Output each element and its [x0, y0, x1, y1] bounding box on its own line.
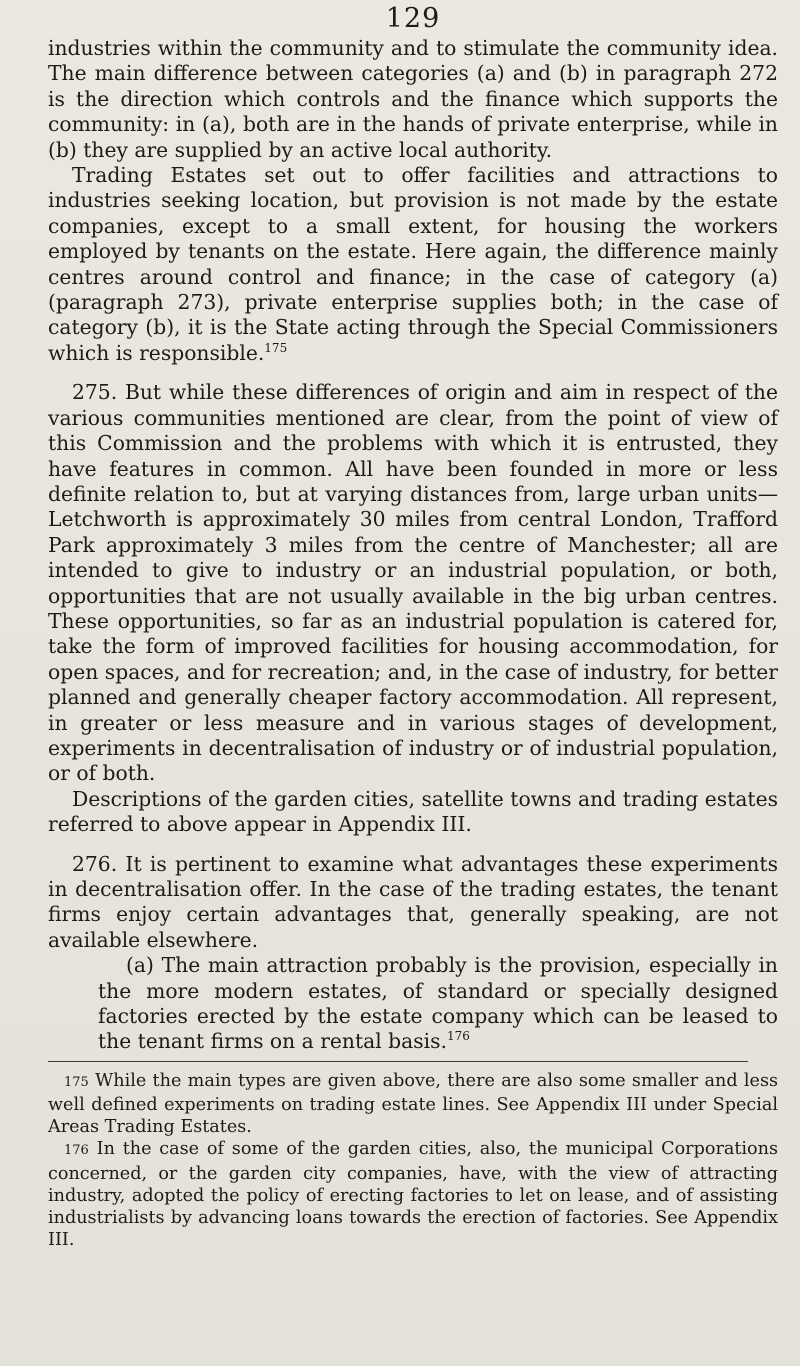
paragraph-trading-estates	[48, 163, 778, 366]
footnote-divider	[48, 1061, 748, 1062]
footnote-text: In the case of some of the garden cities, also, the municipal Corporations concerned, or the garden city companies, have, with the view of attracting industry, adopted the policy of erecting factories to let on lease, and of assisting industrialists by advancing loans towards the erection of factories. See Appendix III.	[48, 1139, 778, 1251]
footnote-number: 175	[64, 1074, 89, 1090]
paragraph-text: industries within the community and to stimulate the community idea. The main difference between categories (a) and (b) in paragraph 272 is the direction which controls and the finance which supports the community: in (a), both are in the hands of private enterprise, while in (b) they are supplied by an active local authority.	[48, 36, 778, 162]
paragraph-text: 276. It is pertinent to examine what advantages these experiments in decentralisation offer. In the case of the trading estates, the tenant firms enjoy certain advantages that, generally speaking, are not available elsewhere.	[48, 851, 778, 952]
footnote-ref: 176	[446, 1029, 470, 1044]
footnote-ref: 175	[264, 341, 288, 356]
paragraph-descriptions	[48, 787, 778, 838]
paragraph-276	[48, 852, 778, 954]
footnote-text: While the main types are given above, there are also some smaller and less well defined experiments on trading estate lines. See Appendix III under Special Areas Trading Estates.	[48, 1070, 779, 1138]
paragraph-text: Descriptions of the garden cities, satellite towns and trading estates referred to above appear in Appendix III.	[48, 786, 778, 837]
page-number: 129	[385, 3, 441, 34]
footnote-number: 176	[64, 1143, 89, 1159]
footnote-176	[48, 1138, 778, 1251]
footnote-175	[48, 1070, 778, 1139]
paragraph-continuation	[48, 36, 778, 163]
paragraph-text: Trading Estates set out to offer facilities and attractions to industries seeking location, but provision is not made by the estate companies, except to a small extent, for housing the workers employed by tenants on the estate. Here again, the difference mainly centres around control and finance; in the case of category (a) (paragraph 273), private enterprise supplies both; in the case of category (b), it is the State acting through the Special Commissioners which is responsible.	[48, 163, 778, 365]
paragraph-text: (a) The main attraction probably is the provision, especially in the more modern estates, of standard or specially designed factories erected by the estate company which can be leased to the tenant firms on a rental basis.	[98, 953, 778, 1054]
paragraph-276-a	[98, 953, 778, 1055]
paragraph-text: 275. But while these differences of origin and aim in respect of the various communities mentioned are clear, from the point of view of this Commission and the problems with which it is entrusted, they have features in common. All have been founded in more or less definite relation to, but at varying distances from, large urban units—Letchworth is approximately 30 miles from central London, Trafford Park approximately 3 miles from the centre of Manchester; all are intended to give to industry or an industrial population, or both, opportunities that are not usually available in the big urban centres. These opportunities, so far as an industrial population is catered for, take the form of improved facilities for housing accommodation, for open spaces, and for recreation; and, in the case of industry, for better planned and generally cheaper factory accommodation. All represent, in greater or less measure and in various stages of development, experiments in decentralisation of industry or of industrial population, or of both.	[48, 380, 778, 786]
paragraph-275	[48, 380, 778, 787]
